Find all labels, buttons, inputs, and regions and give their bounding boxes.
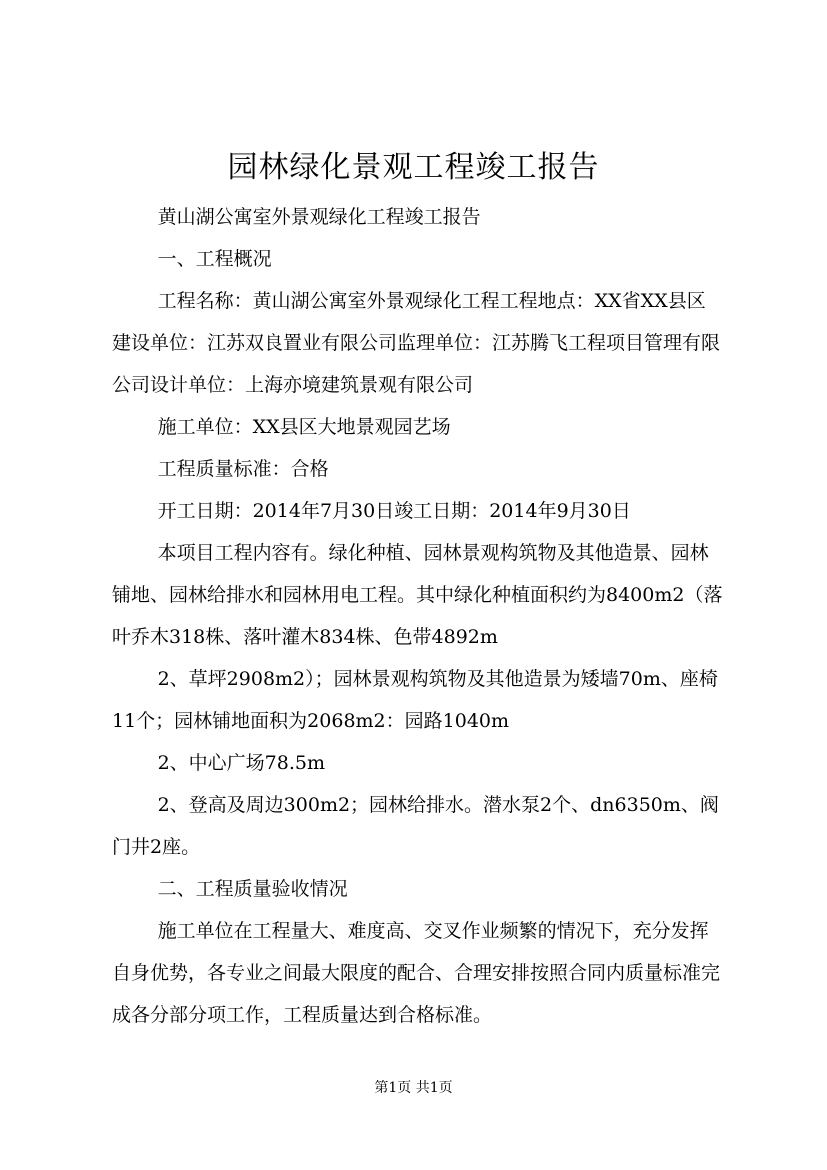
paragraph-report-subtitle: 黄山湖公寓室外景观绿化工程竣工报告 bbox=[157, 206, 481, 228]
paragraph-construction-unit: 施工单位：XX县区大地景观园艺场 bbox=[157, 416, 451, 438]
paragraph-section-overview-heading: 一、工程概况 bbox=[157, 248, 272, 270]
paragraph-quality-summary: 施工单位在工程量大、难度高、交叉作业频繁的情况下，充分发挥自身优势，各专业之间最大限度的配合、合理安排按照合同内质量标准完成各分部分项工作，工程质量达到合格标准。 bbox=[112, 920, 721, 1026]
page-footer: 第1页 共1页 bbox=[374, 1080, 453, 1096]
paragraph-lawn-structures: 2、草坪2908m2）；园林景观构筑物及其他造景为矮墙70m、座椅11个；园林铺地面积为2068m2：园路1040m bbox=[112, 668, 718, 732]
paragraph-project-content: 本项目工程内容有。绿化种植、园林景观构筑物及其他造景、园林铺地、园林给排水和园林用电工程。其中绿化种植面积约为8400m2（落叶乔木318株、落叶灌木834株、色带4892m bbox=[112, 542, 723, 648]
document-body bbox=[112, 196, 724, 1036]
paragraph-dates: 开工日期：2014年7月30日竣工日期：2014年9月30日 bbox=[157, 500, 631, 522]
paragraph-project-info: 工程名称：黄山湖公寓室外景观绿化工程工程地点：XX省XX县区建设单位：江苏双良置业有限公司监理单位：江苏腾飞工程项目管理有限公司设计单位：上海亦境建筑景观有限公司 bbox=[112, 290, 721, 396]
paragraph-central-square: 2、中心广场78.5m bbox=[157, 752, 326, 774]
paragraph-drainage: 2、登高及周边300m2；园林给排水。潜水泵2个、dn6350m、阀门井2座。 bbox=[112, 794, 719, 858]
paragraph-section-quality-heading: 二、工程质量验收情况 bbox=[157, 878, 348, 900]
document-title: 园林绿化景观工程竣工报告 bbox=[227, 150, 600, 185]
paragraph-quality-standard: 工程质量标准：合格 bbox=[157, 458, 329, 480]
